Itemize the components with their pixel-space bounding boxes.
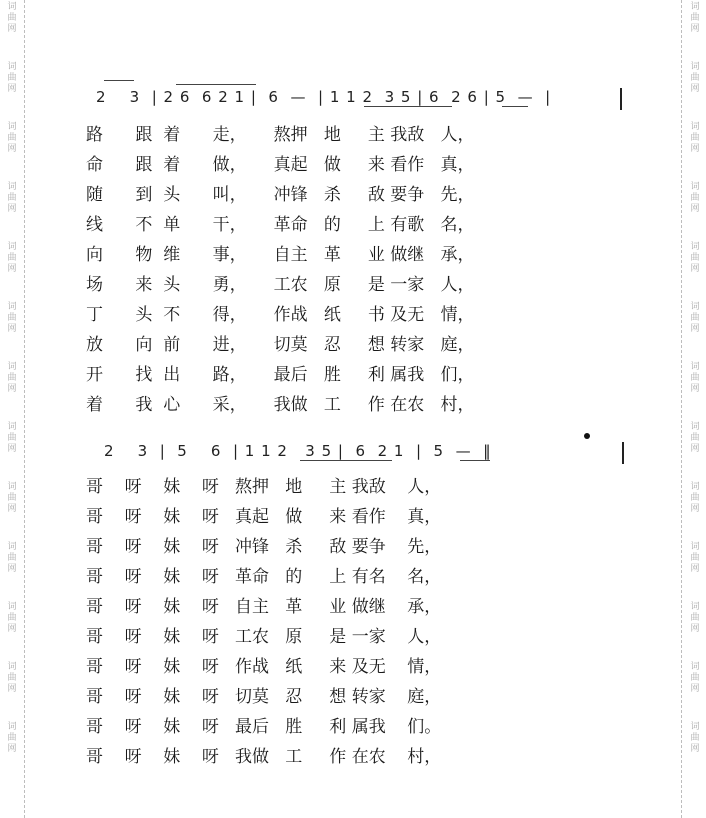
watermark-text: 词 曲 网 (690, 62, 700, 94)
watermark-text: 词 曲 网 (7, 362, 17, 394)
section2-notation: 2 3 | 5 6 | 1 1 2 3 5 | 6 2 1 | 5 — ‖ (104, 442, 492, 460)
lyric-line: 哥 呀 妹 呀 我做 工 作 在农 村， (86, 747, 442, 767)
watermark-text: 词 曲 网 (690, 362, 700, 394)
lyric-line: 随 到 头 叫， 冲锋 杀 敌 要争 先， (86, 185, 475, 205)
watermark-text: 词 曲 网 (690, 602, 700, 634)
lyric-line: 场 来 头 勇， 工农 原 是 一家 人， (86, 275, 475, 295)
watermark-text: 词 曲 网 (7, 302, 17, 334)
beam-line (460, 460, 490, 461)
watermark-text: 词 曲 网 (7, 542, 17, 574)
watermark-text: 词 曲 网 (690, 242, 700, 274)
watermark-text: 词 曲 网 (7, 242, 17, 274)
watermark-text: 词 曲 网 (7, 62, 17, 94)
fermata-dot (584, 433, 590, 439)
bar-line (620, 88, 622, 110)
watermark-text: 词 曲 网 (690, 2, 700, 34)
lyric-line: 向 物 维 事， 自主 革 业 做继 承， (86, 245, 475, 265)
lyric-line: 哥 呀 妹 呀 切莫 忍 想 转家 庭， (86, 687, 442, 707)
lyric-line: 哥 呀 妹 呀 最后 胜 利 属我 们。 (86, 717, 442, 737)
lyric-line: 哥 呀 妹 呀 冲锋 杀 敌 要争 先， (86, 537, 442, 557)
watermark-text: 词 曲 网 (690, 482, 700, 514)
lyric-line: 哥 呀 妹 呀 革命 的 上 有名 名， (86, 567, 442, 587)
watermark-text: 词 曲 网 (7, 2, 17, 34)
section1-notation: 2 3 | 2 6 6 2 1 | 6 — | 1 1 2 3 5 | 6 2 6 | 5 — | (96, 88, 552, 106)
lyric-line: 开 找 出 路， 最后 胜 利 属我 们， (86, 365, 475, 385)
watermark-text: 词 曲 网 (7, 422, 17, 454)
beam-line (502, 106, 528, 107)
watermark-text: 词 曲 网 (7, 482, 17, 514)
watermark-text: 词 曲 网 (7, 662, 17, 694)
lyric-line: 哥 呀 妹 呀 作战 纸 来 及无 情， (86, 657, 442, 677)
beam-line (176, 84, 256, 85)
lyric-line: 路 跟 着 走， 熬押 地 主 我敌 人， (86, 125, 475, 145)
watermark-text: 词 曲 网 (7, 722, 17, 754)
lyric-line: 哥 呀 妹 呀 真起 做 来 看作 真， (86, 507, 442, 527)
watermark-text: 词 曲 网 (7, 122, 17, 154)
watermark-text: 词 曲 网 (690, 422, 700, 454)
lyric-line: 线 不 单 干， 革命 的 上 有歌 名， (86, 215, 475, 235)
watermark-text: 词 曲 网 (690, 542, 700, 574)
watermark-text: 词 曲 网 (7, 182, 17, 214)
watermark-text: 词 曲 网 (690, 122, 700, 154)
end-bar-line (622, 442, 624, 464)
watermark-text: 词 曲 网 (690, 302, 700, 334)
lyric-line: 哥 呀 妹 呀 工农 原 是 一家 人， (86, 627, 442, 647)
lyric-line: 丁 头 不 得， 作战 纸 书 及无 情， (86, 305, 475, 325)
lyric-line: 着 我 心 采， 我做 工 作 在农 村， (86, 395, 475, 415)
lyric-line: 命 跟 着 做， 真起 做 来 看作 真， (86, 155, 475, 175)
watermark-text: 词 曲 网 (7, 602, 17, 634)
beam-line (364, 106, 452, 107)
watermark-text: 词 曲 网 (690, 662, 700, 694)
lyric-line: 哥 呀 妹 呀 熬押 地 主 我敌 人， (86, 477, 442, 497)
lyric-line: 哥 呀 妹 呀 自主 革 业 做继 承， (86, 597, 442, 617)
beam-line (300, 460, 392, 461)
beam-line (104, 80, 134, 81)
lyric-line: 放 向 前 进， 切莫 忍 想 转家 庭， (86, 335, 475, 355)
watermark-text: 词 曲 网 (690, 182, 700, 214)
watermark-text: 词 曲 网 (690, 722, 700, 754)
